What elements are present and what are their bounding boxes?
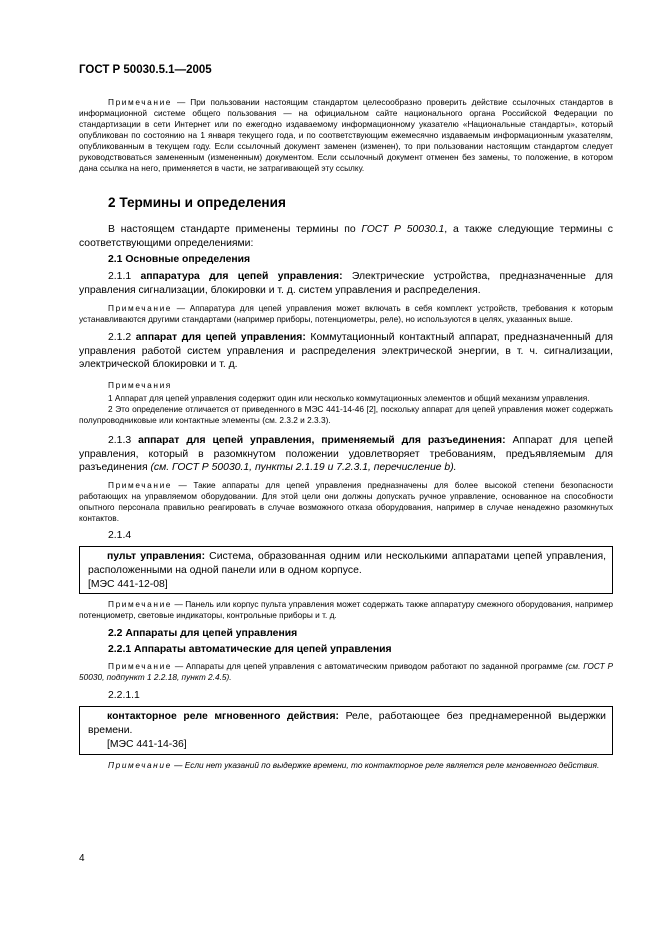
note-label: Примечание — [108, 97, 173, 107]
term-name: аппарат для цепей управления, применяемый для разъединения: — [138, 434, 506, 446]
note-text: — Панель или корпус пульта управления может содержать также аппаратуру смежного оборудования, например потенциометр, световые индикаторы, контрольные приборы и т. д. — [79, 599, 613, 621]
term-number: 2.1.3 — [108, 434, 132, 446]
note-2-1-1 — [79, 303, 613, 325]
term-definition: Коммутационный контактный аппарат, предназначенный для управления работой систем управления и распределения электрической энергии, в т. ч. сигнализации, электрической блокировки и т. д. — [79, 331, 613, 371]
note-text: — Аппараты для цепей управления с автоматическим приводом работают по заданной программе — [172, 661, 566, 672]
subsection-heading-2-2-1: 2.2.1 Аппараты автоматические для цепей управления — [108, 644, 392, 656]
section-heading: 2 Термины и определения — [108, 195, 286, 210]
subsection-heading-2-2: 2.2 Аппараты для цепей управления — [108, 628, 298, 640]
note-label: Примечание — [108, 302, 173, 313]
document-header: ГОСТ Р 50030.5.1—2005 — [79, 64, 212, 76]
term-box-2-2-1-1 — [79, 706, 613, 754]
intro-text-end: , а также следующие термины с соответствующими определениями: — [79, 224, 613, 249]
note-text: — Если нет указаний по выдержке времени, то контакторное реле является реле мгновенного действия. — [171, 759, 600, 770]
note-text: — Аппаратура для цепей управления может включать в себя комплект устройств, требования к которым устанавливаются другими стандартами (например приборы, потенциометры, реле), но используются в целях, указанных выше. — [79, 302, 613, 324]
note-label: Примечание — [108, 661, 173, 672]
note-reference: (см. ГОСТ Р 50030, подпункт 1 2.2.18, пункт 2.4.5). — [79, 661, 613, 683]
intro-text: В настоящем стандарте применены термины по — [108, 224, 362, 235]
note-references — [79, 97, 613, 174]
term-definition: Система, образованная одним или несколькими аппаратами цепей управления, расположенными на одной панели или в одном корпусе. — [88, 551, 606, 576]
page-number: 4 — [79, 853, 85, 864]
term-box-2-1-4 — [79, 546, 613, 594]
subsection-heading-2-1: 2.1 Основные определения — [108, 254, 251, 266]
note-2-2-1 — [79, 661, 613, 683]
note-2-1-4 — [79, 599, 613, 621]
note-2-1-2-1: 1 Аппарат для цепей управления содержит один или несколько коммутационных элементов и общий механизм управления. — [108, 392, 590, 403]
term-2-1-3 — [79, 434, 613, 475]
term-reference: (см. ГОСТ Р 50030.1, пункты 2.1.19 и 7.2.3.1, перечисление b). — [150, 462, 457, 474]
term-source: [МЭС 441-12-08] — [88, 578, 168, 590]
term-definition: Электрические устройства, предназначенные для управления сигнализации, блокировки и т. д. систем управления и распределения. — [79, 271, 613, 297]
notes-label-2-1-2: Примечания — [108, 379, 172, 390]
term-number-2-1-4: 2.1.4 — [108, 530, 132, 542]
note-2-2-1-1 — [79, 760, 613, 771]
note-text: — Такие аппараты для цепей управления предназначены для более высокой степени безопасности работающих на управляемом оборудовании. Для этой цели они должны допускать ручное управление, основанное на способности опытного персонала правильно реагировать в случае возможного отказа оборудования, например в случае ненадежно разомкнутых контактов. — [79, 480, 613, 524]
note-text: — При пользовании настоящим стандартом целесообразно проверить действие ссылочных стандартов в информационной системе общего пользования — на официальном сайте национального органа Российской Федерации по стандартизации в сети Интернет или по ежегодно издаваемому информационному указателю «Национальные стандарты», который опубликован по состоянию на 1 января текущего года, и по соответствующим ежемесячно издаваемым информационным указателям, опубликованным в текущем году. Если ссылочный документ заменен (изменен), то при пользовании настоящим стандартом следует руководствоваться замененным (измененным) документом. Если ссылочный документ отменен без замены, то положение, в котором дана ссылка на него, применяется в части, не затрагивающей эту ссылку. — [79, 97, 613, 173]
term-name: пульт управления: — [107, 551, 206, 563]
term-2-1-2 — [79, 331, 613, 372]
term-name: аппарат для цепей управления: — [135, 331, 306, 343]
section-intro — [79, 223, 613, 250]
term-2-1-4 — [88, 550, 606, 578]
term-source: [МЭС 441-14-36] — [107, 739, 187, 751]
term-definition: Аппарат для цепей управления, который в разомкнутом положении удовлетворяет требованиям, предъявляемым для разъединения — [79, 434, 613, 474]
page-content — [79, 97, 613, 771]
note-2-1-2-2: 2 Это определение отличается от приведенного в МЭС 441-14-46 [2], поскольку аппарат для цепей управления может содержать полупроводниковые или контактные элементы (см. 2.3.2 и 2.3.3). — [79, 403, 613, 425]
intro-reference: ГОСТ Р 50030.1 — [361, 224, 445, 235]
term-name: контакторное реле мгновенного действия: — [107, 711, 339, 723]
term-2-2-1-1 — [88, 710, 606, 738]
note-label: Примечание — [108, 599, 173, 610]
term-name: аппаратура для цепей управления: — [140, 271, 343, 283]
term-2-1-1 — [79, 270, 613, 297]
term-number-2-2-1-1: 2.2.1.1 — [108, 690, 140, 702]
note-label: Примечание — [108, 759, 172, 770]
term-definition: Реле, работающее без преднамеренной выдержки времени. — [88, 711, 606, 737]
note-2-1-3 — [79, 480, 613, 524]
term-number: 2.1.2 — [108, 331, 132, 343]
term-number: 2.1.1 — [108, 271, 132, 283]
note-label: Примечание — [108, 480, 173, 491]
